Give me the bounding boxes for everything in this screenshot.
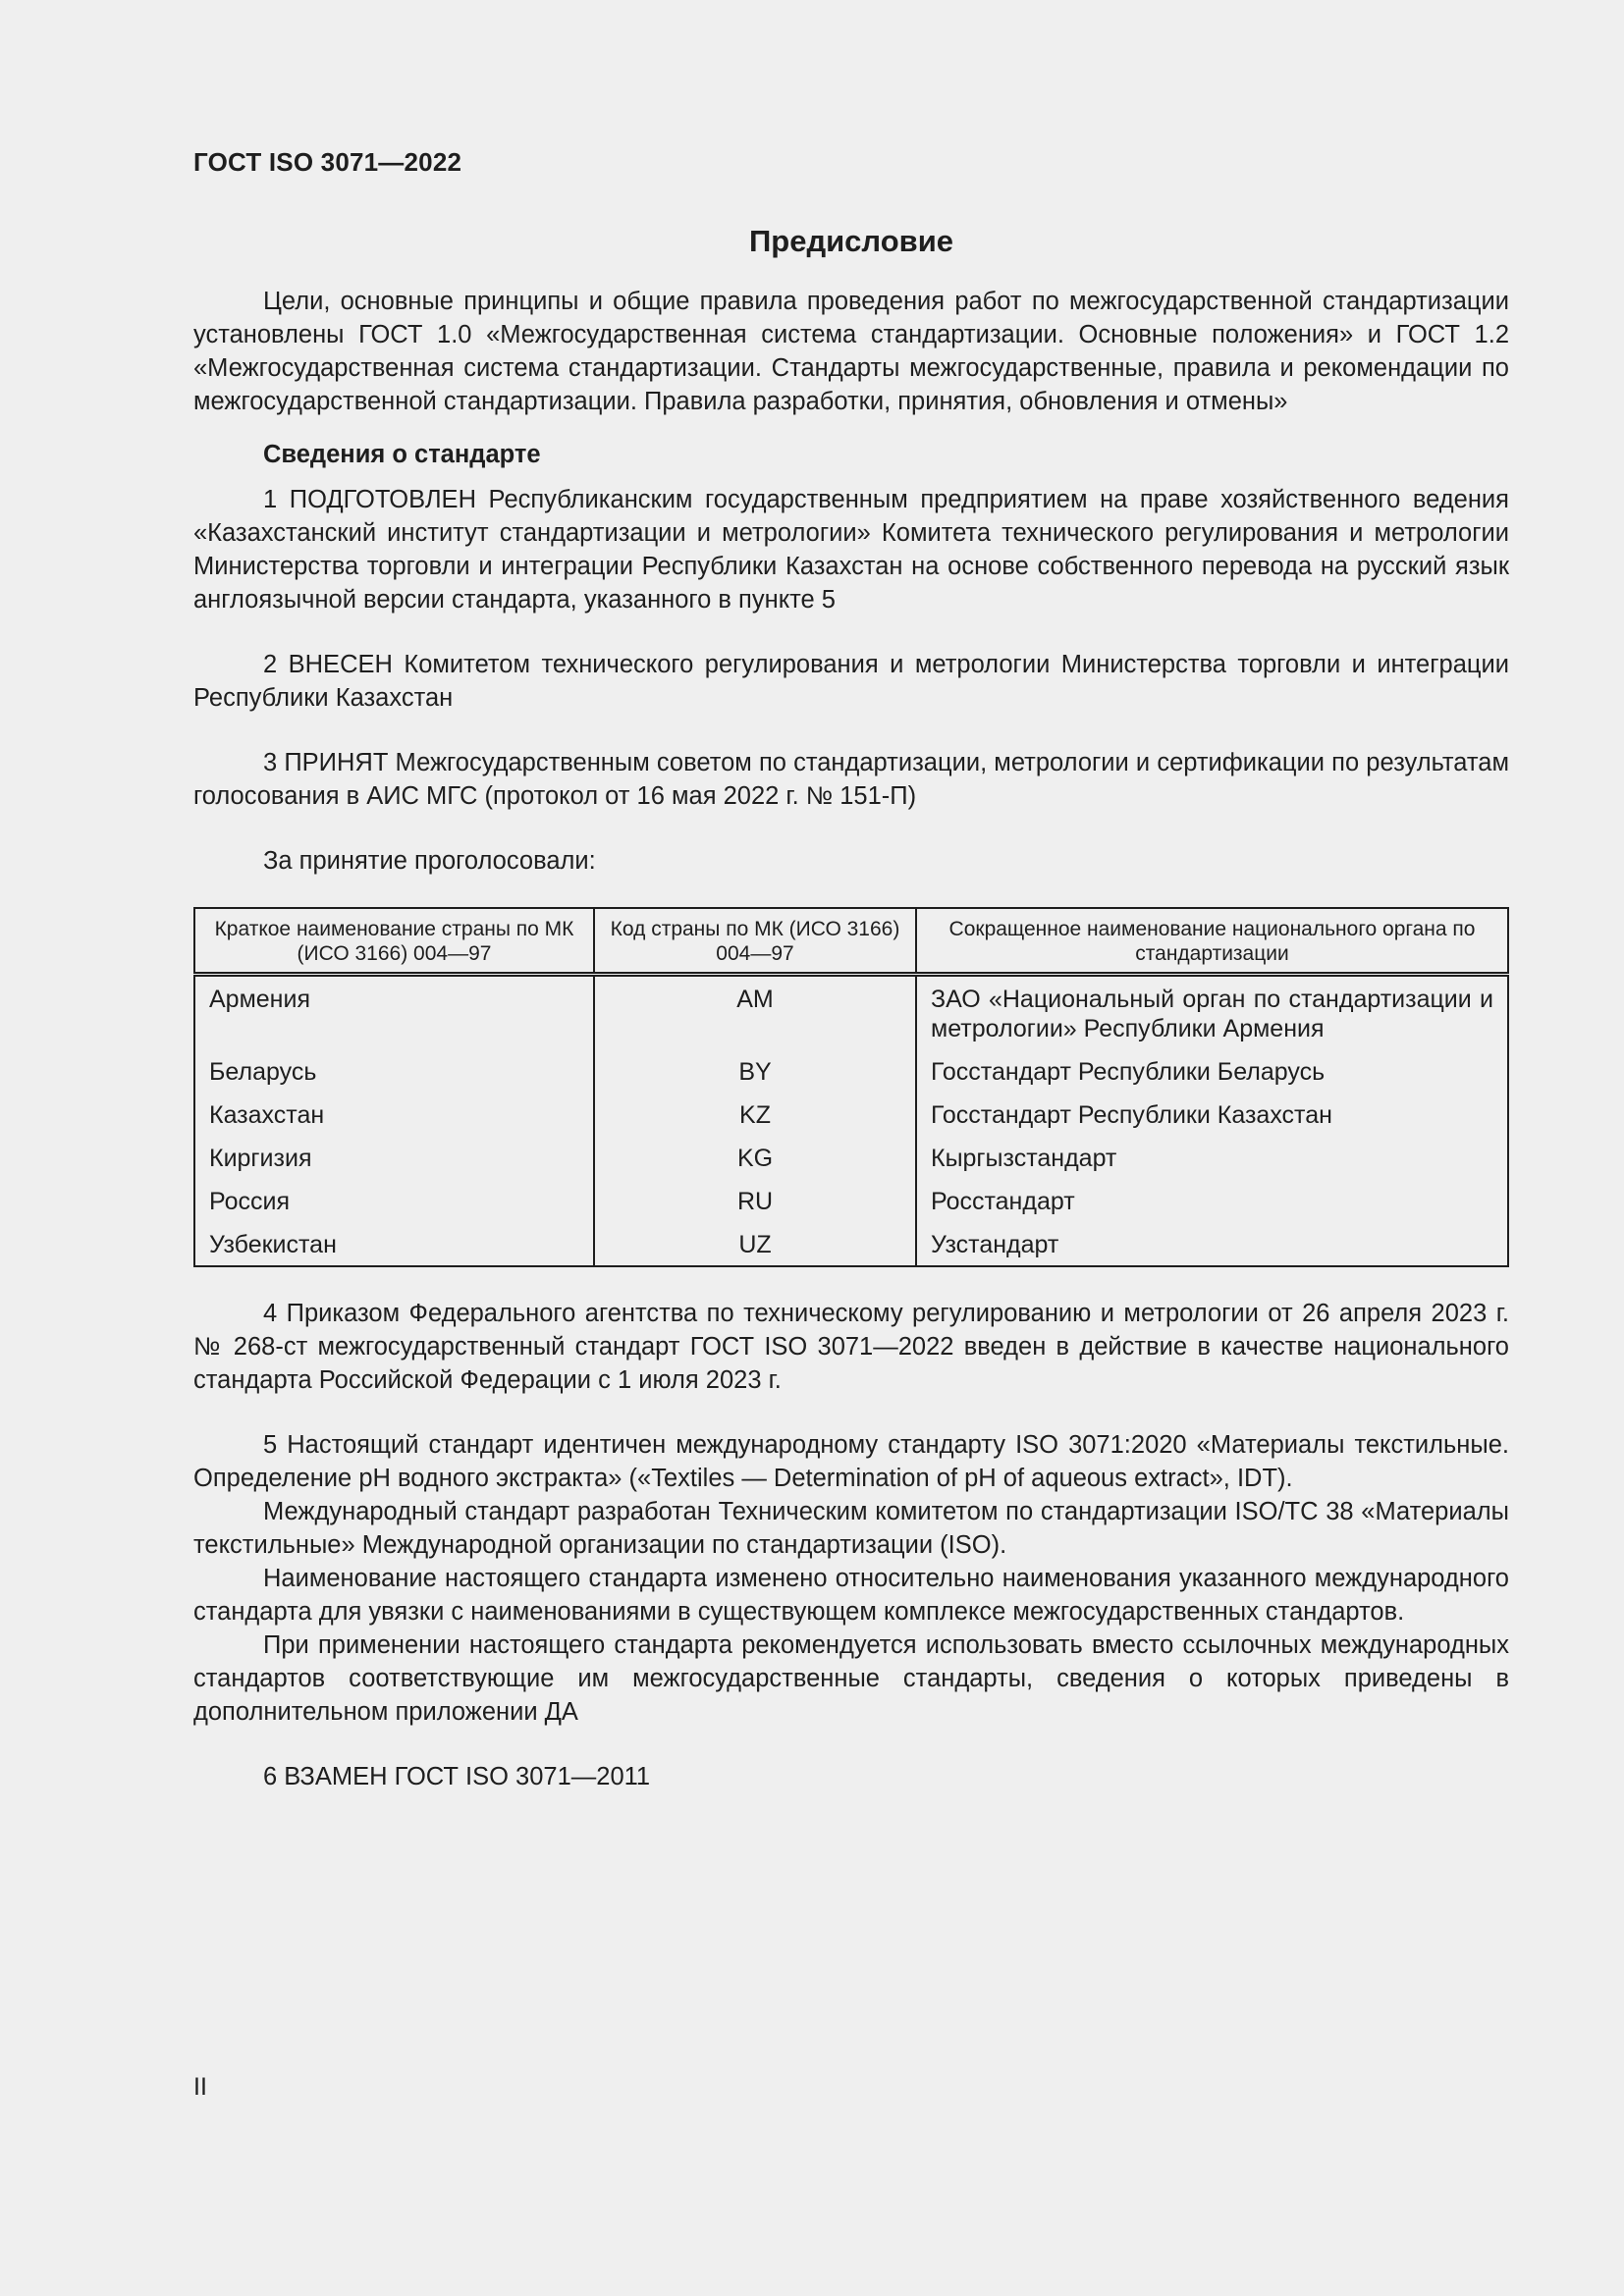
voting-table-wrap — [193, 907, 1509, 1267]
national-body: Росстандарт — [931, 1188, 1075, 1215]
item-4-order: 4 Приказом Федерального агентства по техническому регулированию и метрологии от 26 апреля 2023 г. № 268-ст межгосударственный стандарт ГОСТ ISO 3071—2022 введен в действие в качестве национального стандарта Российской Федерации с 1 июля 2023 г. — [193, 1300, 1509, 1394]
country-name: Киргизия — [194, 1134, 594, 1177]
country-name: Казахстан — [194, 1091, 594, 1134]
header-national-body: Сокращенное наименование национального органа по стандартизации — [916, 908, 1508, 975]
header-country-code: Код страны по МК (ИСО 3166) 004—97 — [594, 908, 916, 975]
table-row — [194, 1220, 1508, 1266]
national-body: Кыргызстандарт — [931, 1145, 1117, 1172]
table-row — [194, 975, 1508, 1048]
header-country-name: Краткое наименование страны по МК (ИСО 3166) 004—97 — [194, 908, 594, 975]
country-code: UZ — [594, 1220, 916, 1266]
country-code: KZ — [594, 1091, 916, 1134]
table-row — [194, 1047, 1508, 1091]
intro-paragraph: Цели, основные принципы и общие правила проведения работ по межгосударственной стандартизации установлены ГОСТ 1.0 «Межгосударственная система стандартизации. Основные положения» и ГОСТ 1.2 «Межгосударственная система стандартизации. Стандарты межгосударственные, правила и рекомендации по межгосударственной стандартизации. Правила разработки, принятия, обновления и отмены» — [193, 288, 1509, 415]
country-name: Армения — [194, 975, 594, 1048]
item-1-prepared: 1 ПОДГОТОВЛЕН Республиканским государственным предприятием на праве хозяйственного ведения «Казахстанский институт стандартизации и метрологии» Комитета технического регулирования и метрологии Министерства торговли и интеграции Республики Казахстан на основе собственного перевода на русский язык англоязычной версии стандарта, указанного в пункте 5 — [193, 486, 1509, 614]
national-body: Госстандарт Республики Беларусь — [931, 1058, 1326, 1086]
national-body: ЗАО «Национальный орган по стандартизации и метрологии» Республики Армения — [931, 986, 1493, 1042]
page-number: II — [193, 2073, 207, 2101]
table-row — [194, 1091, 1508, 1134]
country-code: AM — [594, 975, 916, 1048]
country-code: RU — [594, 1177, 916, 1220]
item-2-submitted: 2 ВНЕСЕН Комитетом технического регулирования и метрологии Министерства торговли и интеграции Республики Казахстан — [193, 651, 1509, 712]
item-3-adopted: 3 ПРИНЯТ Межгосударственным советом по стандартизации, метрологии и сертификации по результатам голосования в АИС МГС (протокол от 16 мая 2022 г. № 151-П) — [193, 749, 1509, 810]
preface-title: Предисловие — [748, 224, 953, 258]
table-row — [194, 1177, 1508, 1220]
standard-info-heading: Сведения о стандарте — [263, 441, 541, 468]
table-row — [194, 1134, 1508, 1177]
national-body: Госстандарт Республики Казахстан — [931, 1101, 1332, 1129]
item-5-developed-by: Международный стандарт разработан Техническим комитетом по стандартизации ISO/TC 38 «Материалы текстильные» Международной организации по стандартизации (ISO). — [193, 1498, 1509, 1559]
country-code: BY — [594, 1047, 916, 1091]
voting-countries-table — [193, 907, 1509, 1267]
preface-content — [193, 222, 1509, 1793]
document-id-header: ГОСТ ISO 3071—2022 — [193, 147, 462, 177]
country-code: KG — [594, 1134, 916, 1177]
voted-label: За принятие проголосовали: — [263, 847, 596, 875]
national-body: Узстандарт — [931, 1231, 1059, 1258]
item-5-name-changed: Наименование настоящего стандарта изменено относительно наименования указанного международного стандарта для увязки с наименованиями в существующем комплексе межгосударственных стандартов. — [193, 1565, 1509, 1626]
country-name: Узбекистан — [194, 1220, 594, 1266]
country-name: Беларусь — [194, 1047, 594, 1091]
country-name: Россия — [194, 1177, 594, 1220]
item-5-references: При применении настоящего стандарта рекомендуется использовать вместо ссылочных международных стандартов соответствующие им межгосударственные стандарты, сведения о которых приведены в дополнительном приложении ДА — [193, 1631, 1509, 1726]
item-5-identical: 5 Настоящий стандарт идентичен международному стандарту ISO 3071:2020 «Материалы текстильные. Определение рН водного экстракта» («Textiles — Determination of pH of aqueous extract», IDT). — [193, 1431, 1509, 1492]
item-6-replaces: 6 ВЗАМЕН ГОСТ ISO 3071—2011 — [263, 1763, 651, 1790]
table-header-row — [194, 908, 1508, 975]
